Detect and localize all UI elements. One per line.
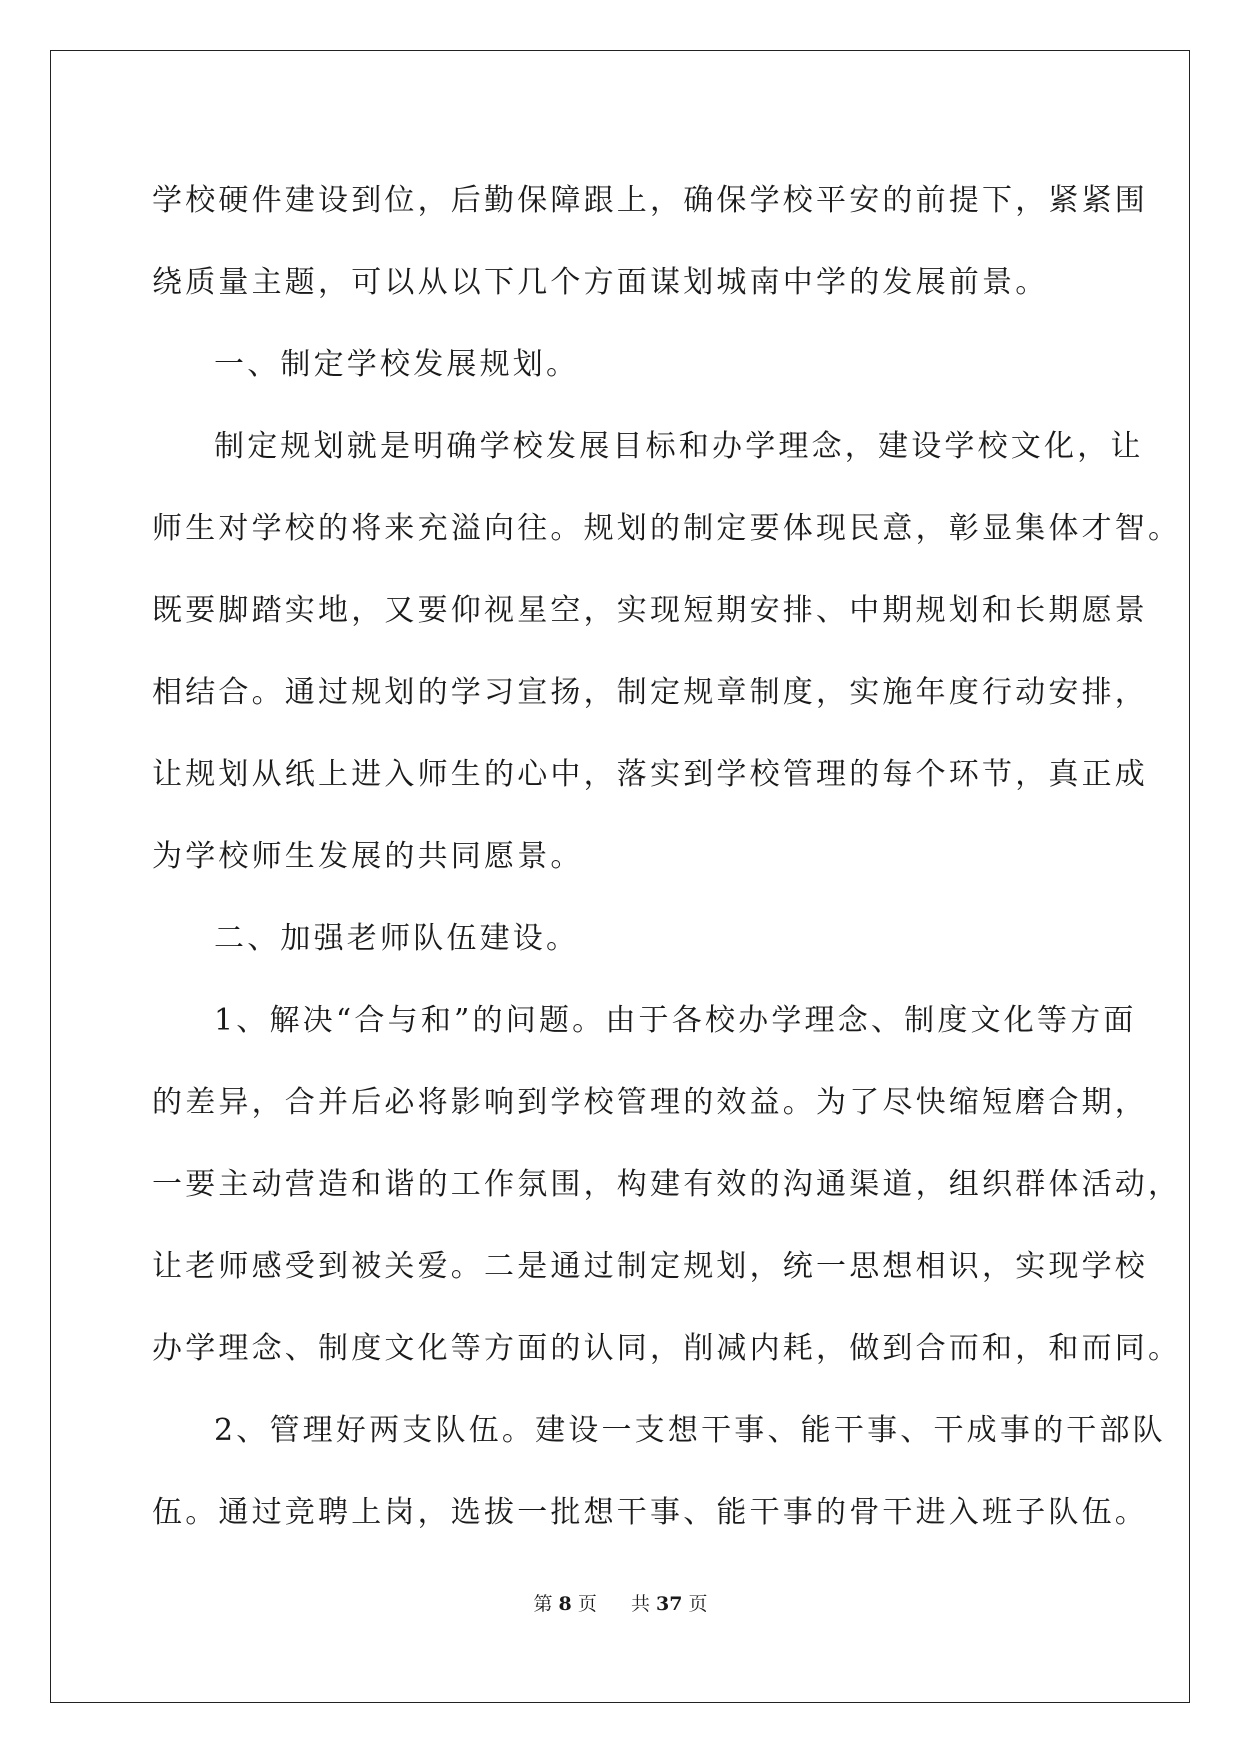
page-number: 8 bbox=[558, 1593, 572, 1615]
text-line-6: 既要脚踏实地，又要仰视星空，实现短期安排、中期规划和长期愿景 bbox=[152, 593, 1148, 628]
total-pages: 37 bbox=[656, 1593, 683, 1615]
text-line-9: 为学校师生发展的共同愿景。 bbox=[152, 839, 584, 874]
page-footer bbox=[0, 1592, 1241, 1616]
text-line-7: 相结合。通过规划的学习宣扬，制定规章制度，实施年度行动安排， bbox=[152, 675, 1148, 710]
text-line-14: 让老师感受到被关爱。二是通过制定规划，统一思想相识，实现学校 bbox=[152, 1249, 1148, 1284]
text-line-1: 学校硬件建设到位，后勤保障跟上，确保学校平安的前提下，紧紧围 bbox=[152, 183, 1148, 218]
text-line-16: 2、管理好两支队伍。建设一支想干事、能干事、干成事的干部队 bbox=[214, 1413, 1166, 1448]
section-heading-1: 一、制定学校发展规划。 bbox=[214, 347, 580, 382]
text-line-4: 制定规划就是明确学校发展目标和办学理念，建设学校文化，让 bbox=[214, 429, 1144, 464]
text-line-5: 师生对学校的将来充溢向往。规划的制定要体现民意，彰显集体才智。 bbox=[152, 511, 1182, 546]
text-line-15: 办学理念、制度文化等方面的认同，削减内耗，做到合而和，和而同。 bbox=[152, 1331, 1182, 1366]
page-prefix: 第 bbox=[533, 1593, 553, 1615]
text-line-2: 绕质量主题，可以从以下几个方面谋划城南中学的发展前景。 bbox=[152, 265, 1049, 300]
text-line-17: 伍。通过竞聘上岗，选拔一批想干事、能干事的骨干进入班子队伍。 bbox=[152, 1495, 1148, 1530]
text-line-8: 让规划从纸上进入师生的心中，落实到学校管理的每个环节，真正成 bbox=[152, 757, 1148, 792]
text-line-11: 1、解决“合与和”的问题。由于各校办学理念、制度文化等方面 bbox=[214, 1003, 1137, 1038]
text-line-12: 的差异，合并后必将影响到学校管理的效益。为了尽快缩短磨合期， bbox=[152, 1085, 1148, 1120]
text-line-13: 一要主动营造和谐的工作氛围，构建有效的沟通渠道，组织群体活动， bbox=[152, 1167, 1182, 1202]
section-heading-2: 二、加强老师队伍建设。 bbox=[214, 921, 580, 956]
document-body bbox=[152, 160, 1182, 1554]
page-suffix: 页 bbox=[577, 1593, 597, 1615]
total-prefix: 共 bbox=[630, 1593, 650, 1615]
total-suffix: 页 bbox=[688, 1593, 708, 1615]
